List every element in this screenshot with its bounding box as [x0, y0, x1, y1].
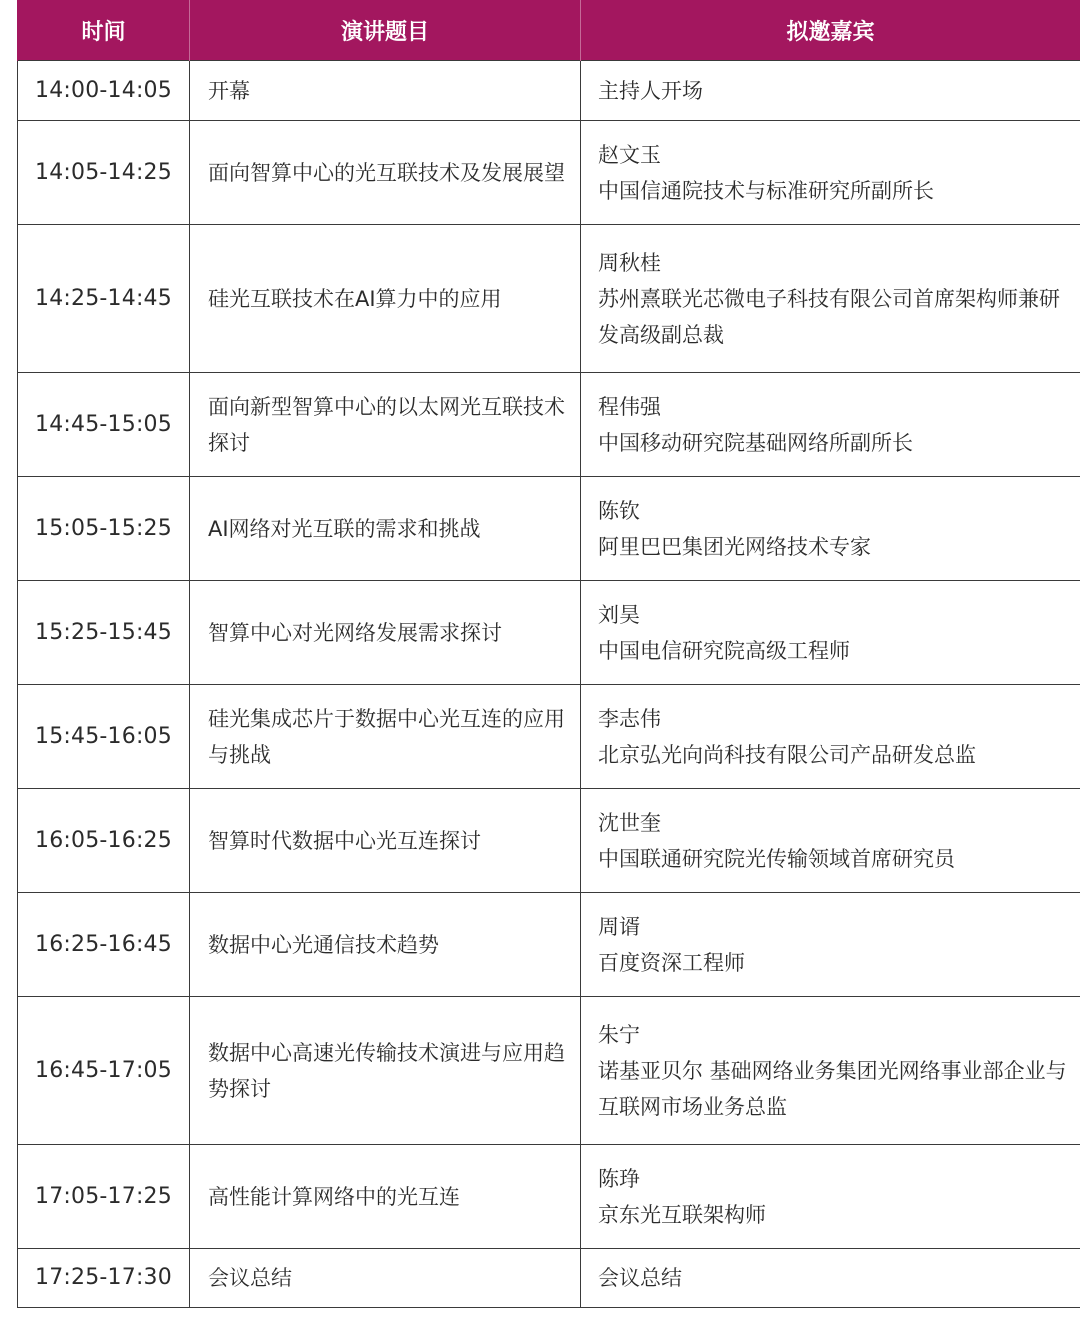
session-topic: [190, 893, 581, 997]
guest-affiliation: 苏州熹联光芯微电子科技有限公司首席架构师兼研发高级副总裁: [598, 286, 1060, 347]
guest-affiliation: 京东光互联架构师: [598, 1202, 766, 1227]
header-topic: 演讲题目: [190, 0, 581, 61]
agenda-table: [17, 0, 1080, 1308]
guest-affiliation: 中国联通研究院光传输领域首席研究员: [598, 846, 955, 871]
session-guest: [581, 225, 1080, 373]
table-row: [18, 789, 1080, 893]
session-guest: [581, 997, 1080, 1145]
session-time: 14:00-14:05: [18, 61, 190, 121]
session-time: 14:45-15:05: [18, 373, 190, 477]
table-row: [18, 997, 1080, 1145]
topic-text: 硅光集成芯片于数据中心光互连的应用与挑战: [208, 706, 565, 767]
guest-affiliation: 中国电信研究院高级工程师: [598, 638, 850, 663]
session-time: 14:05-14:25: [18, 121, 190, 225]
session-time: 16:25-16:45: [18, 893, 190, 997]
session-topic: [190, 121, 581, 225]
agenda-body: [18, 61, 1080, 1308]
session-time: 16:45-17:05: [18, 997, 190, 1145]
topic-text: AI网络对光互联的需求和挑战: [208, 516, 481, 541]
guest-name: 朱宁: [598, 1022, 640, 1047]
topic-text: 高性能计算网络中的光互连: [208, 1184, 460, 1209]
header-guest: 拟邀嘉宾: [581, 0, 1080, 61]
guest-affiliation: 阿里巴巴集团光网络技术专家: [598, 534, 871, 559]
topic-text: 数据中心光通信技术趋势: [208, 932, 439, 957]
guest-name: 沈世奎: [598, 810, 661, 835]
guest-affiliation: 诺基亚贝尔 基础网络业务集团光网络事业部企业与互联网市场业务总监: [598, 1058, 1067, 1119]
session-topic: [190, 1249, 581, 1308]
guest-name: 李志伟: [598, 706, 661, 731]
session-guest: [581, 121, 1080, 225]
session-guest: [581, 789, 1080, 893]
table-row: [18, 893, 1080, 997]
topic-text: 智算时代数据中心光互连探讨: [208, 828, 481, 853]
session-topic: [190, 61, 581, 121]
guest-name: 陈钦: [598, 498, 640, 523]
table-row: [18, 1249, 1080, 1308]
session-topic: [190, 225, 581, 373]
session-time: 15:05-15:25: [18, 477, 190, 581]
guest-name: 陈琤: [598, 1166, 640, 1191]
session-guest: [581, 477, 1080, 581]
session-time: 15:45-16:05: [18, 685, 190, 789]
session-topic: [190, 1145, 581, 1249]
session-time: 15:25-15:45: [18, 581, 190, 685]
session-time: 17:05-17:25: [18, 1145, 190, 1249]
session-guest: [581, 373, 1080, 477]
session-topic: [190, 581, 581, 685]
session-topic: [190, 477, 581, 581]
guest-name: 周秋桂: [598, 250, 661, 275]
topic-text: 开幕: [208, 78, 250, 103]
guest-affiliation: 百度资深工程师: [598, 950, 745, 975]
guest-name: 刘昊: [598, 602, 640, 627]
session-topic: [190, 685, 581, 789]
guest-affiliation: 北京弘光向尚科技有限公司产品研发总监: [598, 742, 976, 767]
topic-text: 面向新型智算中心的以太网光互联技术探讨: [208, 394, 565, 455]
table-row: [18, 225, 1080, 373]
session-guest: [581, 1145, 1080, 1249]
guest-name: 周谞: [598, 914, 640, 939]
topic-text: 会议总结: [208, 1266, 292, 1290]
session-topic: [190, 373, 581, 477]
table-row: [18, 373, 1080, 477]
guest-name: 程伟强: [598, 394, 661, 419]
session-time: 17:25-17:30: [18, 1249, 190, 1308]
session-guest: [581, 581, 1080, 685]
table-row: [18, 1145, 1080, 1249]
table-row: [18, 477, 1080, 581]
session-guest: [581, 1249, 1080, 1308]
guest-name: 主持人开场: [598, 78, 703, 103]
table-header-row: [18, 0, 1080, 61]
guest-affiliation: 中国移动研究院基础网络所副所长: [598, 430, 913, 455]
topic-text: 硅光互联技术在AI算力中的应用: [208, 286, 502, 311]
guest-name: 赵文玉: [598, 142, 661, 167]
guest-name: 会议总结: [598, 1266, 682, 1290]
session-guest: [581, 61, 1080, 121]
session-guest: [581, 685, 1080, 789]
header-time: 时间: [18, 0, 190, 61]
topic-text: 面向智算中心的光互联技术及发展展望: [208, 160, 565, 185]
session-time: 14:25-14:45: [18, 225, 190, 373]
table-row: [18, 685, 1080, 789]
table-row: [18, 61, 1080, 121]
session-topic: [190, 997, 581, 1145]
table-row: [18, 581, 1080, 685]
table-row: [18, 121, 1080, 225]
guest-affiliation: 中国信通院技术与标准研究所副所长: [598, 178, 934, 203]
session-topic: [190, 789, 581, 893]
session-time: 16:05-16:25: [18, 789, 190, 893]
session-guest: [581, 893, 1080, 997]
topic-text: 智算中心对光网络发展需求探讨: [208, 620, 502, 645]
topic-text: 数据中心高速光传输技术演进与应用趋势探讨: [208, 1040, 565, 1101]
